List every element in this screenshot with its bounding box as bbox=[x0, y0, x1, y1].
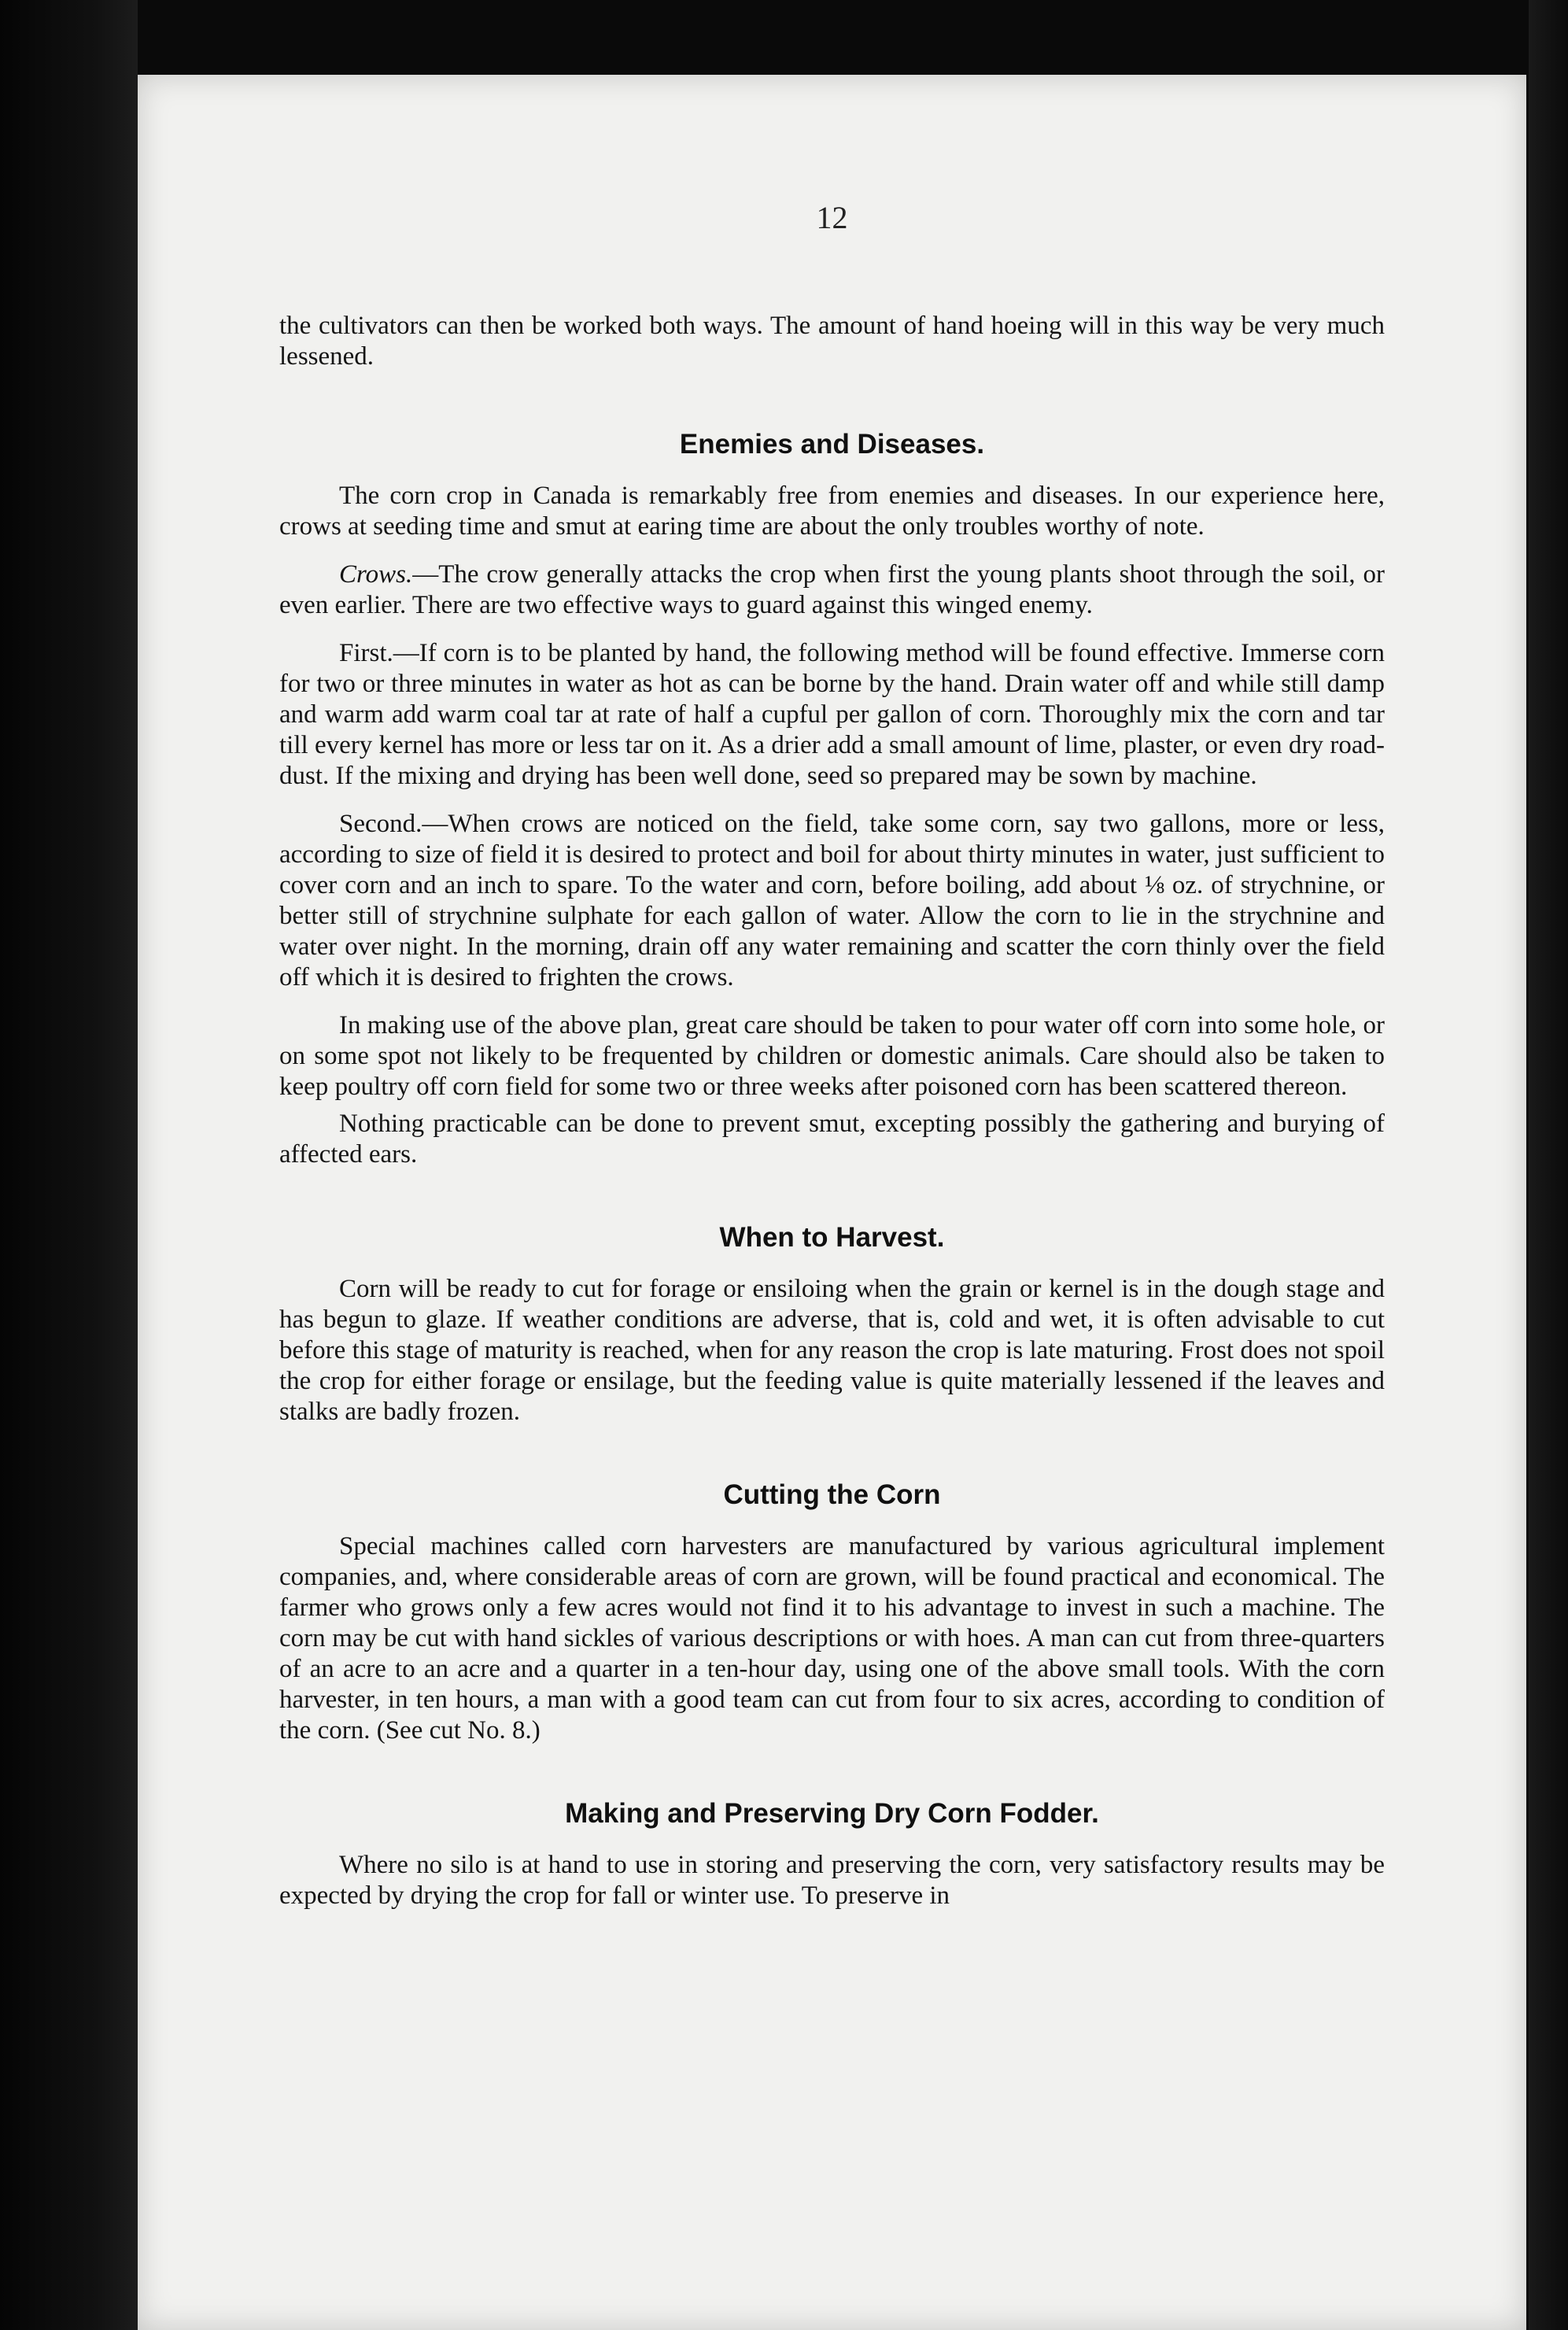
paragraph-first-method: First.—If corn is to be planted by hand, the following method will be found effective. Immerse corn for two or three minutes in water as hot as can be borne by the hand. Drain water off and while still damp and warm add warm coal tar at rate of half a cupful per gallon of corn. Thoroughly mix the corn and tar till every kernel has more or less tar on it. As a drier add a small amount of lime, plaster, or even dry road-dust. If the mixing and drying has been well done, seed so prepared may be sown by machine. bbox=[279, 639, 1385, 790]
heading-dry-corn-fodder: Making and Preserving Dry Corn Fodder. bbox=[565, 1798, 1099, 1829]
paragraph-fodder: Where no silo is at hand to use in storing and preserving the corn, very satisfactory results may be expected by drying the crop for fall or winter use. To preserve in bbox=[279, 1851, 1385, 1910]
heading-cutting-the-corn: Cutting the Corn bbox=[723, 1479, 941, 1510]
paragraph-smut: Nothing practicable can be done to prevent smut, excepting possibly the gathering and burying of affected ears. bbox=[279, 1110, 1385, 1169]
scan-border-right bbox=[1529, 0, 1568, 2330]
scan-border-left bbox=[0, 0, 138, 2330]
intro-paragraph: the cultivators can then be worked both ways. The amount of hand hoeing will in this way be very much lessened. bbox=[279, 312, 1385, 371]
paragraph-second-method: Second.—When crows are noticed on the field, take some corn, say two gallons, more or less, according to size of field it is desired to protect and boil for about thirty minutes in water, just sufficient to cover corn and an inch to spare. To the water and corn, before boiling, add about ⅛ oz. of strychnine, or better still of strychnine sulphate for each gallon of water. Allow the corn to lie in the strychnine and water over night. In the morning, drain off any water remaining and scatter the corn thinly over the field off which it is desired to frighten the crows. bbox=[279, 810, 1385, 991]
paragraph-cutting: Special machines called corn harvesters are manufactured by various agricultural implement companies, and, where considerable areas of corn are grown, will be found practical and economical. The farmer who grows only a few acres would not find it to his advantage to invest in such a machine. The corn may be cut with hand sickles of various descriptions or with hoes. A man can cut from three-quarters of an acre to an acre and a quarter in a ten-hour day, using one of the above small tools. With the corn harvester, in ten hours, a man with a good team can cut from four to six acres, according to condition of the corn. (See cut No. 8.) bbox=[279, 1532, 1385, 1745]
paragraph-harvest: Corn will be ready to cut for forage or ensiloing when the grain or kernel is in the dough stage and has begun to glaze. If weather conditions are adverse, that is, cold and wet, it is often advisable to cut before this stage of maturity is reached, when for any reason the crop is late maturing. Frost does not spoil the crop for either forage or ensilage, but the feeding value is quite materially lessened if the leaves and stalks are badly frozen. bbox=[279, 1275, 1385, 1426]
paragraph-crows bbox=[279, 559, 1385, 621]
paragraph-enemies-overview: The corn crop in Canada is remarkably free from enemies and diseases. In our experience here, crows at seeding time and smut at earing time are about the only troubles worthy of note. bbox=[279, 482, 1385, 541]
paragraph-caution: In making use of the above plan, great care should be taken to pour water off corn into some hole, or on some spot not likely to be frequented by children or domestic animals. Care should also be taken to keep poultry off corn field for some two or three weeks after poisoned corn has been scattered thereon. bbox=[279, 1011, 1385, 1101]
document-page bbox=[138, 75, 1526, 2330]
crows-label: Crows. bbox=[339, 560, 413, 589]
page-body bbox=[279, 311, 1385, 1911]
crows-text: —The crow generally attacks the crop when first the young plants shoot through the soil, or even earlier. There are two effective ways to guard against this winged enemy. bbox=[279, 560, 1385, 619]
heading-when-to-harvest: When to Harvest. bbox=[719, 1222, 945, 1253]
page-number: 12 bbox=[816, 200, 848, 235]
heading-enemies-and-diseases: Enemies and Diseases. bbox=[679, 429, 985, 460]
